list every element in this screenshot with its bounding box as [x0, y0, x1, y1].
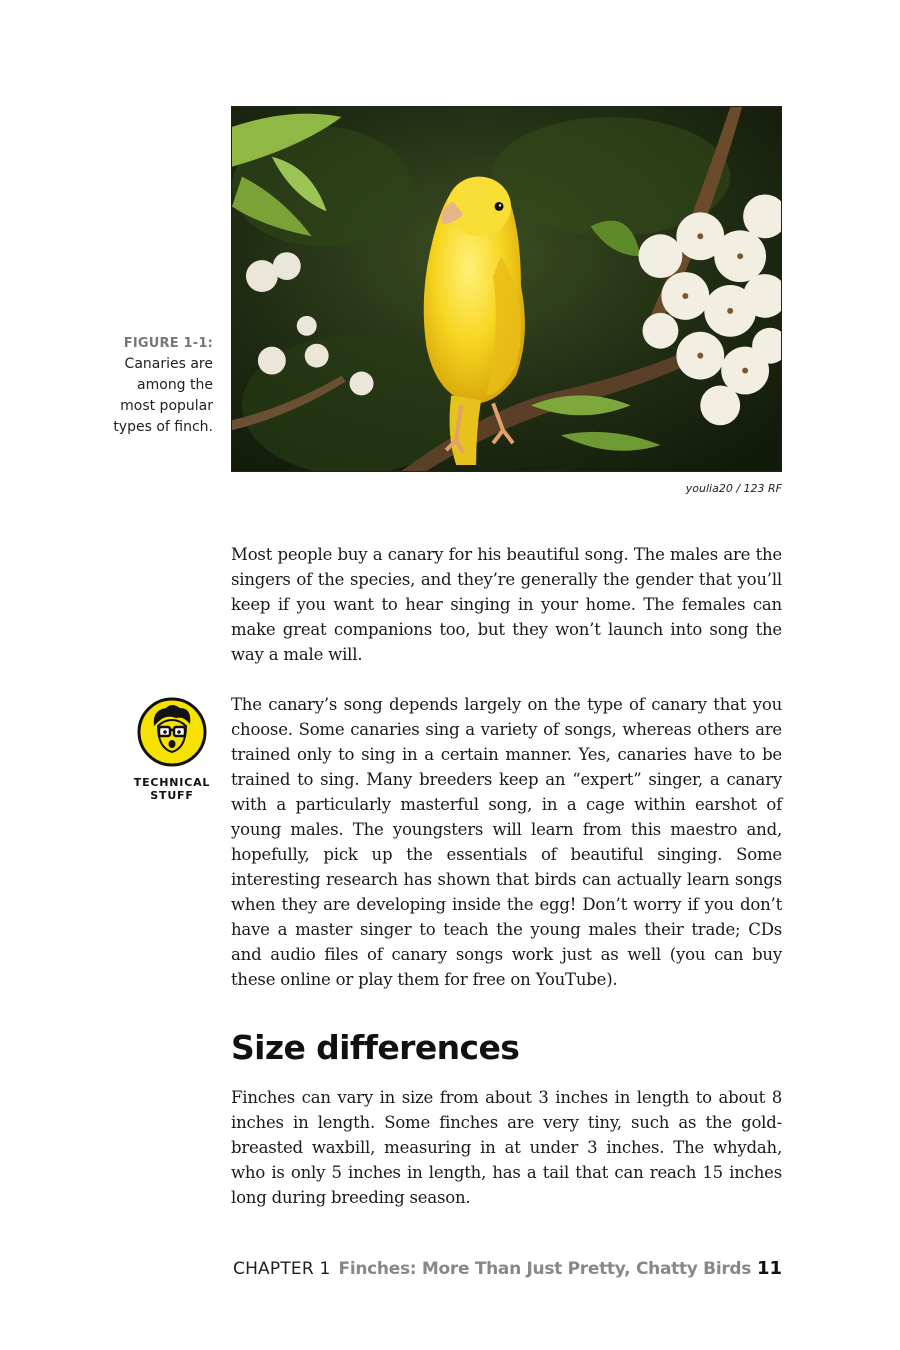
canary-photo: [231, 106, 782, 472]
paragraph: The canary’s song depends largely on the type of canary that you choose. Some canaries sing a variety of songs, whereas others are trained only to sing in a certain manner. Yes, canaries have to be trained to sing. Many breeders keep an “expert” singer, a canary with a particularly masterful song, in a cage within earshot of young males. The youngsters will learn from this maestro and, hopefully, pick up the essentials of beautiful singing. Some interesting research has shown that birds can actually learn songs when they are developing inside the egg! Don’t worry if you don’t have a master singer to teach the young males their trade; CDs and audio files of canary songs work just as well (you can buy these online or play them for free on YouTube).: [231, 695, 782, 989]
figure-label: FIGURE 1-1:: [123, 336, 213, 351]
figure-caption: [110, 333, 213, 438]
photo-credit: youlia20 / 123 RF: [685, 482, 782, 495]
section-heading: Size differences: [231, 1028, 520, 1067]
page-number: 11: [756, 1258, 782, 1279]
technical-stuff-icon: [136, 696, 208, 768]
canary-illustration: [232, 107, 781, 471]
page-footer: [233, 1256, 782, 1282]
technical-stuff-label: TECHNICAL STUFF: [133, 776, 211, 802]
footer-chapter: CHAPTER 1: [233, 1259, 331, 1279]
paragraph: Most people buy a canary for his beautiful song. The males are the singers of the species, and they’re generally the gender that you’ll keep if you want to hear singing in your home. The females can make great companions too, but they won’t launch into song the way a male will.: [231, 545, 782, 664]
footer-title: Finches: More Than Just Pretty, Chatty Birds: [338, 1259, 752, 1279]
paragraph: Finches can vary in size from about 3 inches in length to about 8 inches in length. Some finches are very tiny, such as the gold-breasted waxbill, measuring in at under 3 inches. The whydah, who is only 5 inches in length, has a tail that can reach 15 inches long during breeding season.: [231, 1088, 782, 1207]
figure-caption-text: Canaries are among the most popular types of finch.: [113, 356, 213, 435]
